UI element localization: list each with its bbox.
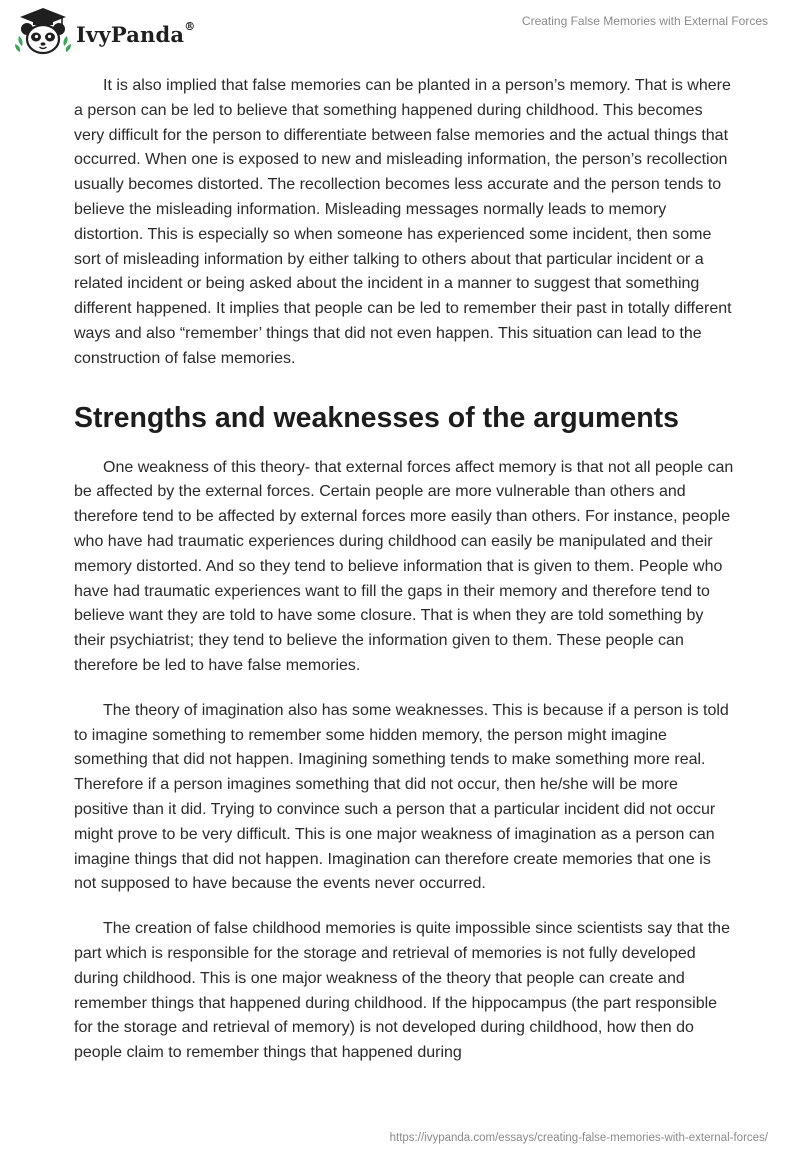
page-header (0, 0, 800, 64)
paragraph: The theory of imagination also has some weaknesses. This is because if a person is told to imagine something to remember some hidden memory, the person might imagine something that did not happen. Imagining something tends to make something more real. Therefore if a person imagines something that did not occur, then he/she will be more positive than it did. Trying to convince such a person that a particular incident did not occur might prove to be very difficult. This is one major weakness of imagination as a person can imagine things that did not happen. Imagination can therefore create memories that one is not supposed to have because the events never occurred. (74, 701, 729, 893)
document-title: Creating False Memories with External Forces (521, 14, 768, 28)
article-body (74, 74, 734, 1086)
source-url[interactable]: https://ivypanda.com/essays/creating-false-memories-with-external-forces/ (389, 1132, 768, 1144)
paragraph: One weakness of this theory- that external forces affect memory is that not all people can be affected by the external forces. Certain people are more vulnerable than others and therefore tend to be affected by external forces more easily than others. For instance, people who have had traumatic experiences during childhood can easily be manipulated and their memory distorted. And so they tend to believe information that is given to them. People who have had traumatic experiences want to fill the gaps in their memory and therefore tend to believe want they are told to have some closure. That is when they are told something by their psychiatrist; they tend to believe the information given to them. These people can therefore be led to have false memories. (74, 458, 734, 674)
section-heading: Strengths and weaknesses of the arguments (74, 401, 679, 434)
panda-graduate-icon (14, 6, 72, 58)
brand-logo[interactable] (14, 6, 195, 58)
paragraph: It is also implied that false memories can be planted in a person’s memory. That is where a person can be led to believe that something happened during childhood. This becomes very difficult for the person to differentiate between false memories and the actual things that occurred. When one is exposed to new and misleading information, the person’s recollection usually becomes distorted. The recollection becomes less accurate and the person tends to believe the misleading information. Misleading messages normally leads to memory distortion. This is especially so when someone has experienced some incident, then some sort of misleading information by either talking to others about that particular incident or a related incident or being asked about the incident in a manner to suggest that something different happened. It implies that people can be led to remember their past in totally different ways and also “remember’ things that did not even happen. This situation can lead to the construction of false memories. (74, 77, 732, 367)
brand-name: IvyPanda® (76, 19, 196, 47)
paragraph: The creation of false childhood memories is quite impossible since scientists say that the part which is responsible for the storage and retrieval of memories is not fully developed during childhood. This is one major weakness of the theory that people can create and remember things that happened during childhood. If the hippocampus (the part responsible for the storage and retrieval of memory) is not developed during childhood, how then do people claim to remember things that happened during (74, 920, 730, 1062)
